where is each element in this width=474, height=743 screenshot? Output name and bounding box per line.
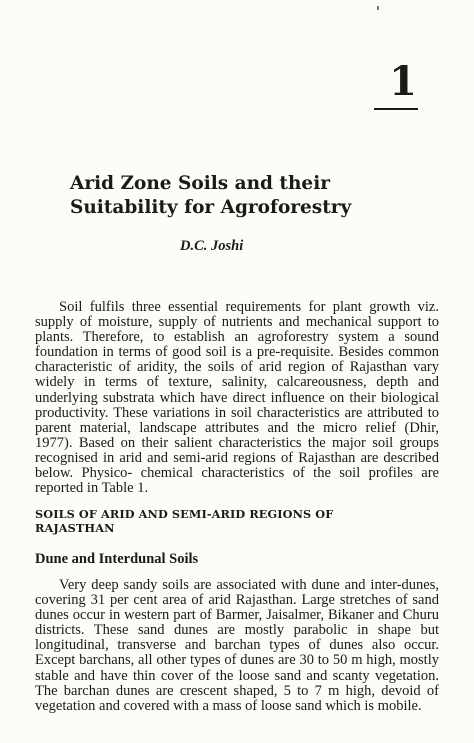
chapter-number: 1 [389,58,417,105]
chapter-title [70,172,410,220]
chapter-title-line-1: Arid Zone Soils and their [70,173,330,194]
section-heading-line-1: SOILS OF ARID AND SEMI-ARID REGIONS OF [35,507,334,521]
dune-soils-paragraph: Very deep sandy soils are associated with dune and inter-dunes, covering 31 per cent area of arid Rajasthan. Large stretches of sand dunes occur in western part of Barmer, Jaisalmer, Bikaner and Churu districts. These sand dunes are mostly parabolic in shape but longitudinal, transverse and barchan types of dunes also occur. Except barchans, all other types of dunes are 30 to 50 m high, mostly stable and have thin cover of the loose sand and scanty vegetation. The barchan dunes are crescent shaped, 5 to 7 m high, devoid of vegetation and covered with a mass of loose sand which is mobile. [35,577,439,714]
scan-speck [377,6,379,10]
section-heading-line-2: RAJASTHAN [35,521,115,535]
subsection-heading: Dune and Interdunal Soils [35,551,199,567]
chapter-number-underline [374,108,418,110]
section-heading [35,507,439,535]
author-name: D.C. Joshi [180,238,244,254]
chapter-title-line-2: Suitability for Agroforestry [70,197,352,218]
intro-paragraph: Soil fulfils three essential requirements for plant growth viz. supply of moisture, supply of nutrients and mechanical support to plants. Therefore, to establish an agroforestry system a sound foundation in terms of good soil is a pre-requisite. Besides common characteristic of aridity, the soils of arid region of Rajasthan vary widely in terms of texture, salinity, calcareousness, depth and underlying substrata which have direct influence on their biological productivity. These variations in soil characteristics are attributed to parent material, landscape attributes and the micro relief (Dhir, 1977). Based on their salient characteristics the major soil groups recognised in arid and semi-arid regions of Rajasthan are described below. Physico- chemical characteristics of the soil profiles are reported in Table 1. [35,299,439,497]
